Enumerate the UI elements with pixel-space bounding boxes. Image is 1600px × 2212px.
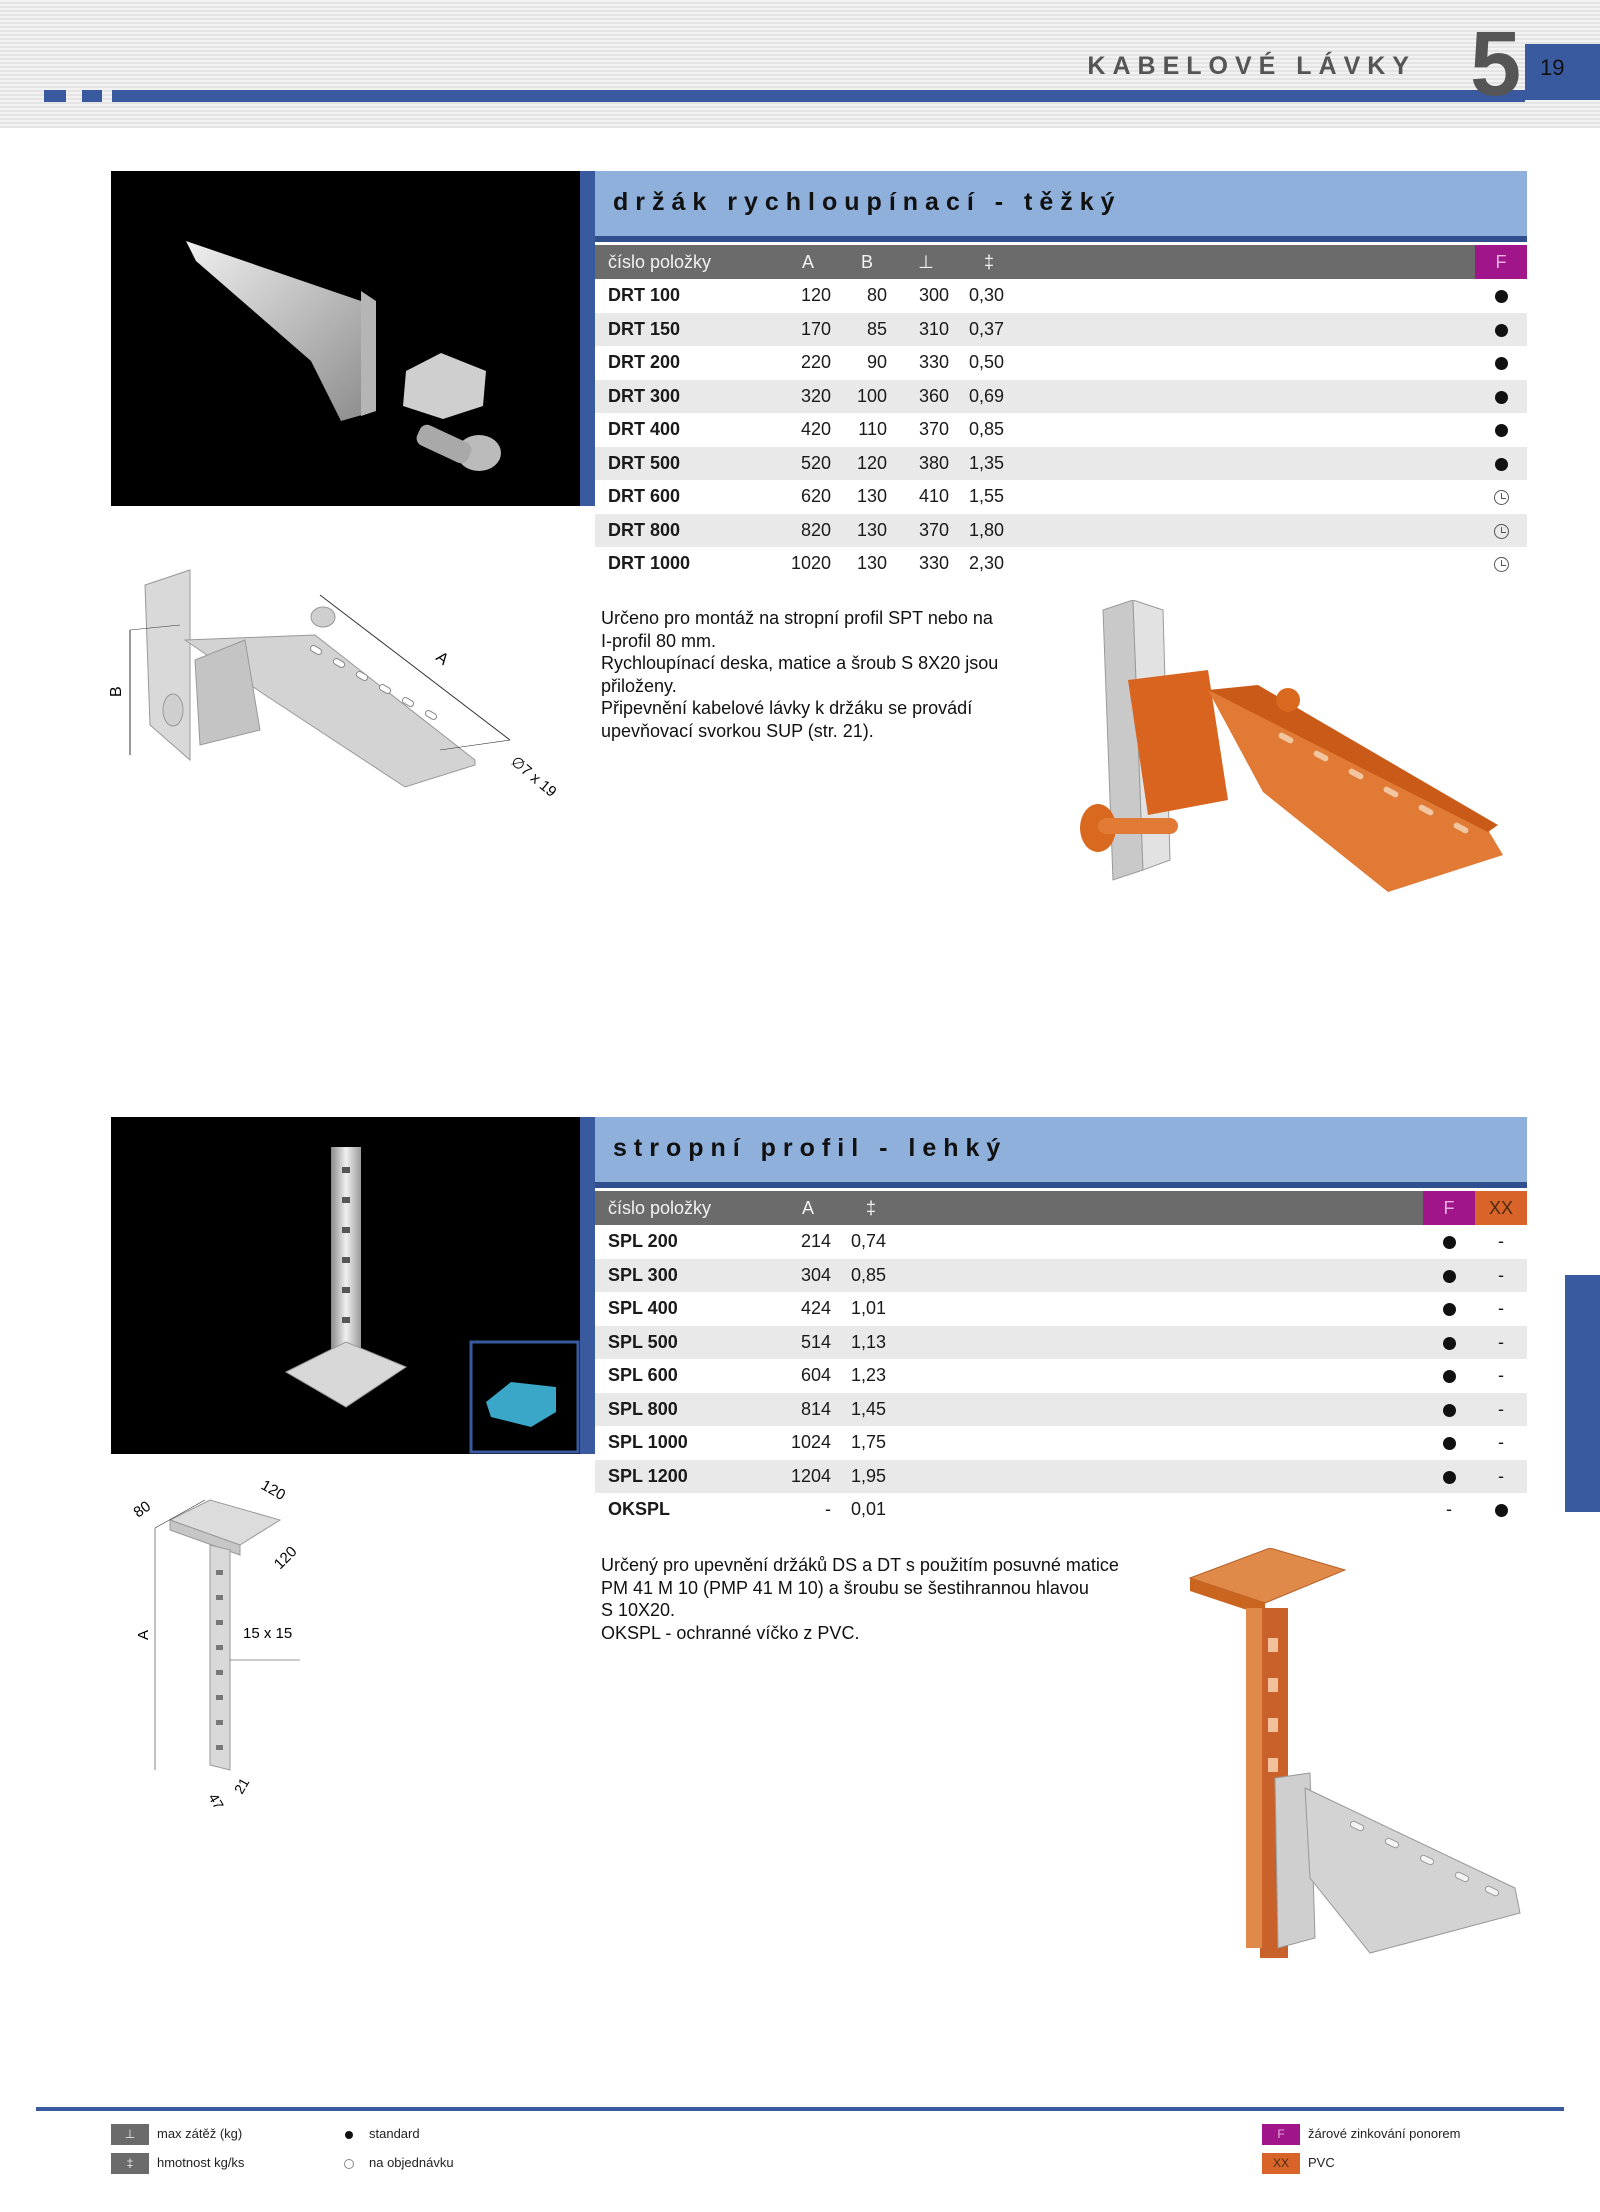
legend-xx-badge: XX: [1262, 2153, 1300, 2174]
table-cell: 170: [777, 313, 839, 347]
table-cell: 1,95: [839, 1460, 903, 1494]
col-header-f: F: [1423, 1191, 1475, 1225]
table-cell: 1024: [777, 1426, 839, 1460]
availability-cell-xx: -: [1475, 1326, 1527, 1360]
table-cell: 604: [777, 1359, 839, 1393]
clock-icon: [1494, 524, 1509, 539]
table-cell: 320: [777, 380, 839, 414]
standard-dot-icon: [1495, 324, 1508, 337]
table-row: [595, 1326, 1527, 1360]
table-cell-spacer: [1021, 480, 1475, 514]
description-line: I-profil 80 mm.: [601, 630, 717, 651]
drawing-label-d: 120: [270, 1543, 301, 1573]
table-cell: 0,74: [839, 1225, 903, 1259]
item-code: SPL 300: [595, 1259, 777, 1293]
table-row: [595, 1493, 1527, 1527]
table-row: [595, 380, 1527, 414]
table-cell: 1204: [777, 1460, 839, 1494]
table-cell: 2,30: [957, 547, 1021, 581]
table-cell: 0,01: [839, 1493, 903, 1527]
table-cell: 1,23: [839, 1359, 903, 1393]
product-photo-spl: [111, 1117, 580, 1454]
standard-dot-icon: [1443, 1337, 1456, 1350]
table-row: [595, 514, 1527, 548]
description-line: Připevnění kabelové lávky k držáku se provádí: [601, 698, 973, 718]
table-cell-spacer: [1021, 413, 1475, 447]
standard-dot-icon: [1443, 1404, 1456, 1417]
blue-strip: [580, 171, 595, 506]
availability-cell-xx: -: [1475, 1460, 1527, 1494]
table-cell: 90: [839, 346, 895, 380]
standard-dot-icon: [1443, 1303, 1456, 1316]
legend-load-icon: ⊥: [111, 2124, 149, 2145]
table-cell: 0,85: [957, 413, 1021, 447]
table-cell: 814: [777, 1393, 839, 1427]
table-header-row: [595, 245, 1527, 279]
table-row: [595, 413, 1527, 447]
description-line: PM 41 M 10 (PMP 41 M 10) a šroubu se šestihrannou hlavou: [601, 1577, 1089, 1598]
table-cell-spacer: [903, 1326, 1423, 1360]
standard-dot-icon: [1443, 1270, 1456, 1283]
section-title-text: stropní profil - lehký: [613, 1134, 1008, 1162]
table-row: [595, 1426, 1527, 1460]
item-code: DRT 400: [595, 413, 777, 447]
standard-dot-icon: [1495, 1504, 1508, 1517]
availability-cell-f: [1423, 1225, 1475, 1259]
availability-cell-f: [1423, 1259, 1475, 1293]
technical-drawing-drt: [105, 525, 575, 815]
table-cell: 370: [895, 413, 957, 447]
item-code: SPL 200: [595, 1225, 777, 1259]
table-cell: 310: [895, 313, 957, 347]
availability-cell-f: [1423, 1460, 1475, 1494]
table-cell: 0,69: [957, 380, 1021, 414]
table-cell-spacer: [1021, 279, 1475, 313]
item-code: SPL 600: [595, 1359, 777, 1393]
col-header-load: ⊥: [895, 245, 957, 279]
item-code: DRT 1000: [595, 547, 777, 581]
table-row: [595, 313, 1527, 347]
table-cell: 120: [777, 279, 839, 313]
item-code: SPL 400: [595, 1292, 777, 1326]
availability-cell: [1475, 447, 1527, 481]
table-cell-spacer: [903, 1426, 1423, 1460]
table-cell: -: [777, 1493, 839, 1527]
availability-cell-xx: -: [1475, 1259, 1527, 1293]
table-cell: 820: [777, 514, 839, 548]
footer-line: [36, 2107, 1564, 2111]
table-cell: 520: [777, 447, 839, 481]
section-title-text: držák rychloupínací - těžký: [613, 188, 1122, 216]
legend-xx-text: PVC: [1308, 2155, 1335, 2170]
table-cell: 514: [777, 1326, 839, 1360]
table-cell: 370: [895, 514, 957, 548]
table-cell: 620: [777, 480, 839, 514]
description-line: Určeno pro montáž na stropní profil SPT nebo na: [601, 608, 993, 628]
header-square: [82, 90, 102, 102]
table-cell-spacer: [1021, 380, 1475, 414]
table-row: [595, 1225, 1527, 1259]
availability-cell-xx: -: [1475, 1359, 1527, 1393]
availability-cell-f: [1423, 1426, 1475, 1460]
availability-cell-xx: -: [1475, 1426, 1527, 1460]
table-cell: 1,75: [839, 1426, 903, 1460]
availability-cell: [1475, 313, 1527, 347]
item-code: DRT 300: [595, 380, 777, 414]
table-row: [595, 447, 1527, 481]
table-row: [595, 547, 1527, 581]
availability-cell-f: -: [1423, 1493, 1475, 1527]
drawing-label-w2: 120: [258, 1476, 289, 1504]
drawing-label-b: B: [108, 686, 125, 697]
description-drt: [601, 607, 1033, 742]
standard-dot-icon: [345, 2131, 353, 2139]
table-cell-spacer: [903, 1292, 1423, 1326]
drawing-label-a: A: [135, 1629, 152, 1640]
table-cell: 380: [895, 447, 957, 481]
legend-f-text: žárové zinkování ponorem: [1308, 2126, 1461, 2141]
table-cell-spacer: [1021, 346, 1475, 380]
standard-dot-icon: [1495, 290, 1508, 303]
availability-cell-f: [1423, 1292, 1475, 1326]
standard-dot-icon: [1495, 391, 1508, 404]
description-spl: [601, 1554, 1161, 1644]
table-cell: 214: [777, 1225, 839, 1259]
col-header: číslo položky: [595, 245, 777, 279]
col-header-f: F: [1475, 245, 1527, 279]
availability-cell: [1475, 413, 1527, 447]
drawing-label-hole: ∅7 x 19: [507, 753, 560, 801]
table-cell: 220: [777, 346, 839, 380]
item-code: DRT 100: [595, 279, 777, 313]
item-code: SPL 1000: [595, 1426, 777, 1460]
blue-strip: [580, 1117, 595, 1454]
table-row: [595, 480, 1527, 514]
table-cell: 330: [895, 346, 957, 380]
availability-cell-f: [1423, 1393, 1475, 1427]
standard-dot-icon: [1443, 1471, 1456, 1484]
table-cell-spacer: [903, 1225, 1423, 1259]
table-row: [595, 1393, 1527, 1427]
header-title: KABELOVÉ LÁVKY: [1087, 52, 1416, 80]
description-line: Určený pro upevnění držáků DS a DT s použitím posuvné matice: [601, 1555, 1119, 1575]
availability-cell-f: [1423, 1359, 1475, 1393]
table-row: [595, 1359, 1527, 1393]
standard-dot-icon: [1443, 1370, 1456, 1383]
legend-weight-text: hmotnost kg/ks: [157, 2155, 245, 2170]
availability-cell-f: [1423, 1326, 1475, 1360]
table-cell: 80: [839, 279, 895, 313]
table-cell-spacer: [1021, 313, 1475, 347]
table-cell: 1,80: [957, 514, 1021, 548]
clock-icon: [1494, 490, 1509, 505]
item-code: DRT 600: [595, 480, 777, 514]
item-code: SPL 500: [595, 1326, 777, 1360]
availability-cell-xx: -: [1475, 1393, 1527, 1427]
table-cell-spacer: [1021, 447, 1475, 481]
header-square: [58, 90, 66, 102]
drawing-label-a: A: [432, 648, 452, 669]
availability-cell: [1475, 380, 1527, 414]
table-cell: 0,37: [957, 313, 1021, 347]
availability-cell: [1475, 547, 1527, 581]
standard-dot-icon: [1495, 458, 1508, 471]
drawing-label-hole: 15 x 15: [243, 1625, 293, 1642]
description-line: přiloženy.: [601, 675, 677, 696]
table-drt: [595, 245, 1527, 581]
item-code: SPL 800: [595, 1393, 777, 1427]
table-cell: 85: [839, 313, 895, 347]
table-cell: 1,35: [957, 447, 1021, 481]
standard-dot-icon: [1443, 1236, 1456, 1249]
table-cell: 100: [839, 380, 895, 414]
item-code: DRT 150: [595, 313, 777, 347]
table-cell: 1,01: [839, 1292, 903, 1326]
availability-cell: [1475, 279, 1527, 313]
legend-order-text: na objednávku: [369, 2155, 454, 2170]
table-cell-spacer: [903, 1460, 1423, 1494]
table-cell-spacer: [903, 1393, 1423, 1427]
col-header-weight: ‡: [839, 1191, 903, 1225]
section-title-drt: [595, 171, 1527, 242]
table-cell-spacer: [903, 1493, 1423, 1527]
item-code: OKSPL: [595, 1493, 777, 1527]
col-header-spacer: [903, 1191, 1423, 1225]
table-row: [595, 1292, 1527, 1326]
standard-dot-icon: [1443, 1437, 1456, 1450]
legend-f-badge: F: [1262, 2124, 1300, 2145]
drawing-label-p1: 47: [205, 1790, 228, 1812]
drawing-label-w1: 80: [130, 1497, 154, 1522]
table-cell: 130: [839, 480, 895, 514]
table-cell: 300: [895, 279, 957, 313]
availability-cell-xx: [1475, 1493, 1527, 1527]
standard-dot-icon: [1495, 424, 1508, 437]
table-row: [595, 346, 1527, 380]
col-header: A: [777, 1191, 839, 1225]
table-cell: 330: [895, 547, 957, 581]
col-header-xx: XX: [1475, 1191, 1527, 1225]
availability-cell: [1475, 480, 1527, 514]
col-header-spacer: [1021, 245, 1475, 279]
availability-cell-xx: -: [1475, 1225, 1527, 1259]
table-cell: 1020: [777, 547, 839, 581]
item-code: SPL 1200: [595, 1460, 777, 1494]
table-cell-spacer: [1021, 547, 1475, 581]
table-cell: 1,45: [839, 1393, 903, 1427]
table-header-row: [595, 1191, 1527, 1225]
clock-icon: [344, 2159, 354, 2169]
table-cell: 420: [777, 413, 839, 447]
table-cell: 360: [895, 380, 957, 414]
table-cell: 130: [839, 547, 895, 581]
table-cell-spacer: [903, 1359, 1423, 1393]
table-cell: 1,13: [839, 1326, 903, 1360]
table-cell: 410: [895, 480, 957, 514]
description-line: OKSPL - ochranné víčko z PVC.: [601, 1622, 860, 1643]
availability-cell: [1475, 346, 1527, 380]
header-bar: [112, 90, 1525, 102]
table-cell: 120: [839, 447, 895, 481]
clock-icon: [1494, 557, 1509, 572]
table-cell-spacer: [903, 1259, 1423, 1293]
table-spl: [595, 1191, 1527, 1527]
table-cell: 110: [839, 413, 895, 447]
chapter-number: 5: [1470, 13, 1522, 115]
table-row: [595, 1259, 1527, 1293]
section-title-spl: [595, 1117, 1527, 1188]
page-number: 19: [1540, 55, 1565, 80]
description-line: Rychloupínací deska, matice a šroub S 8X20 jsou: [601, 653, 999, 673]
drawing-label-p2: 21: [230, 1775, 253, 1797]
table-cell: 130: [839, 514, 895, 548]
availability-cell: [1475, 514, 1527, 548]
table-cell: 0,85: [839, 1259, 903, 1293]
description-line: S 10X20.: [601, 1600, 676, 1620]
col-header: B: [839, 245, 895, 279]
product-photo-drt: [111, 171, 580, 506]
item-code: DRT 200: [595, 346, 777, 380]
item-code: DRT 800: [595, 514, 777, 548]
table-cell-spacer: [1021, 514, 1475, 548]
render-spl-assembly: [1180, 1548, 1525, 2008]
table-cell: 1,55: [957, 480, 1021, 514]
table-cell: 0,50: [957, 346, 1021, 380]
col-header: číslo položky: [595, 1191, 777, 1225]
technical-drawing-spl: [130, 1460, 360, 1820]
legend-load-text: max zátěž (kg): [157, 2126, 243, 2141]
description-line: upevňovací svorkou SUP (str. 21).: [601, 720, 874, 741]
table-cell: 0,30: [957, 279, 1021, 313]
legend-standard-text: standard: [369, 2126, 420, 2141]
col-header: A: [777, 245, 839, 279]
standard-dot-icon: [1495, 357, 1508, 370]
table-row: [595, 1460, 1527, 1494]
chapter-side-tab: [1565, 1275, 1600, 1512]
item-code: DRT 500: [595, 447, 777, 481]
render-drt-assembly: [1058, 600, 1526, 980]
table-cell: 304: [777, 1259, 839, 1293]
table-cell: 424: [777, 1292, 839, 1326]
col-header-weight: ‡: [957, 245, 1021, 279]
table-row: [595, 279, 1527, 313]
legend-weight-icon: ‡: [111, 2153, 149, 2174]
availability-cell-xx: -: [1475, 1292, 1527, 1326]
